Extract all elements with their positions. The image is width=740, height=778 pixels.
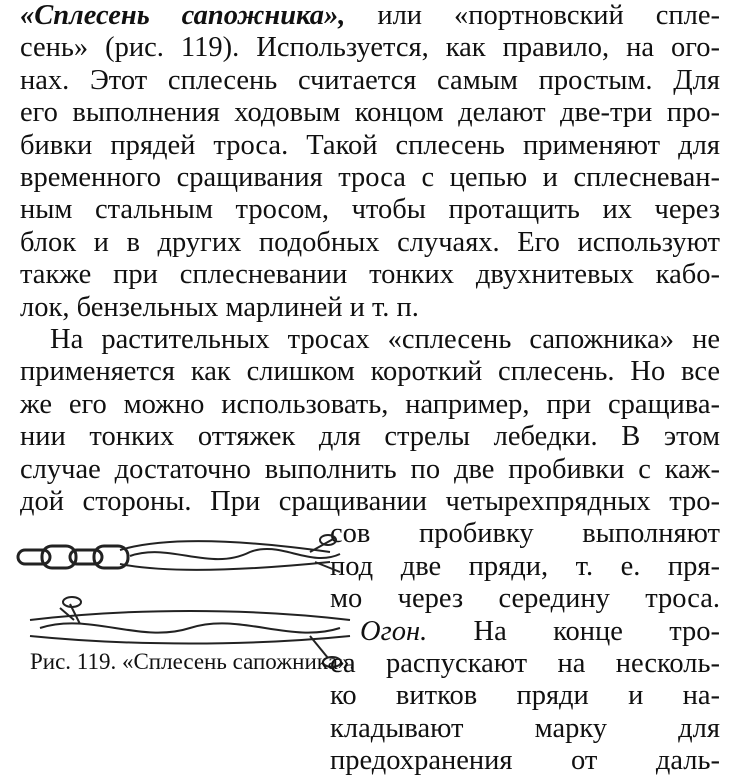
text-line-11: На растительных тросах «сплесень сапожника» не	[50, 324, 720, 355]
text-line-7: ным стальным тросом, чтобы протащить их через	[20, 194, 720, 226]
text-line-r7: кладывают марку для	[330, 712, 720, 744]
text-line-12: применяется как слишком короткий сплесень. Но все	[20, 356, 720, 388]
text-line-r4	[330, 616, 720, 648]
figure-caption: Рис. 119. «Сплесень сапожника».	[30, 649, 356, 674]
text-line-r8: предохранения от даль-	[330, 745, 720, 777]
text-line-1	[20, 0, 720, 32]
text-line-16: дой стороны. При сращивании четырехпрядных тро-	[20, 486, 720, 517]
text-line-14: нии тонких оттяжек для стрелы лебедки. В этом	[20, 421, 720, 453]
text-line-9: также при сплесневании тонких двухнитевых кабо-	[20, 259, 720, 291]
text-line-5: бивки прядей троса. Такой сплесень применяют для	[20, 129, 720, 161]
text-line-3: нах. Этот сплесень считается самым простым. Для	[20, 64, 720, 96]
text-line-r2: под две пряди, т. е. пря-	[330, 550, 720, 582]
text-line-4: его выполнения ходовым концом делают две-три про-	[20, 97, 720, 129]
text-line-6: временного сращивания троса с цепью и сплесневан-	[20, 162, 720, 193]
text-line-13: же его можно использовать, например, при сращива-	[20, 388, 720, 420]
term-ogon: Огон.	[360, 615, 428, 647]
text-line-r3: мо через середину троса.	[330, 583, 720, 615]
text-line-r6: ко витков пряди и на-	[330, 680, 720, 712]
text-line-r4-tail: На конце тро-	[473, 615, 721, 647]
text-line-r1: сов пробивку выполняют	[330, 518, 720, 550]
text-line-2: сень» (рис. 119). Используется, как правило, на ого-	[20, 32, 720, 64]
text-line-10: лок, бензельных марлиней и т. п.	[20, 291, 419, 323]
text-line-15: случае достаточно выполнить по две пробивки с каж-	[20, 453, 720, 485]
rope-top-icon	[120, 535, 340, 572]
text-line-r5: са распускают на несколь-	[330, 648, 720, 679]
chain-icon	[18, 546, 128, 568]
term-splice-shoemaker: «Сплесень сапожника»,	[20, 0, 346, 31]
text-line-1-tail: или «портновский спле-	[377, 0, 720, 31]
text-line-8: блок и в других подобных случаях. Его используют	[20, 226, 720, 258]
